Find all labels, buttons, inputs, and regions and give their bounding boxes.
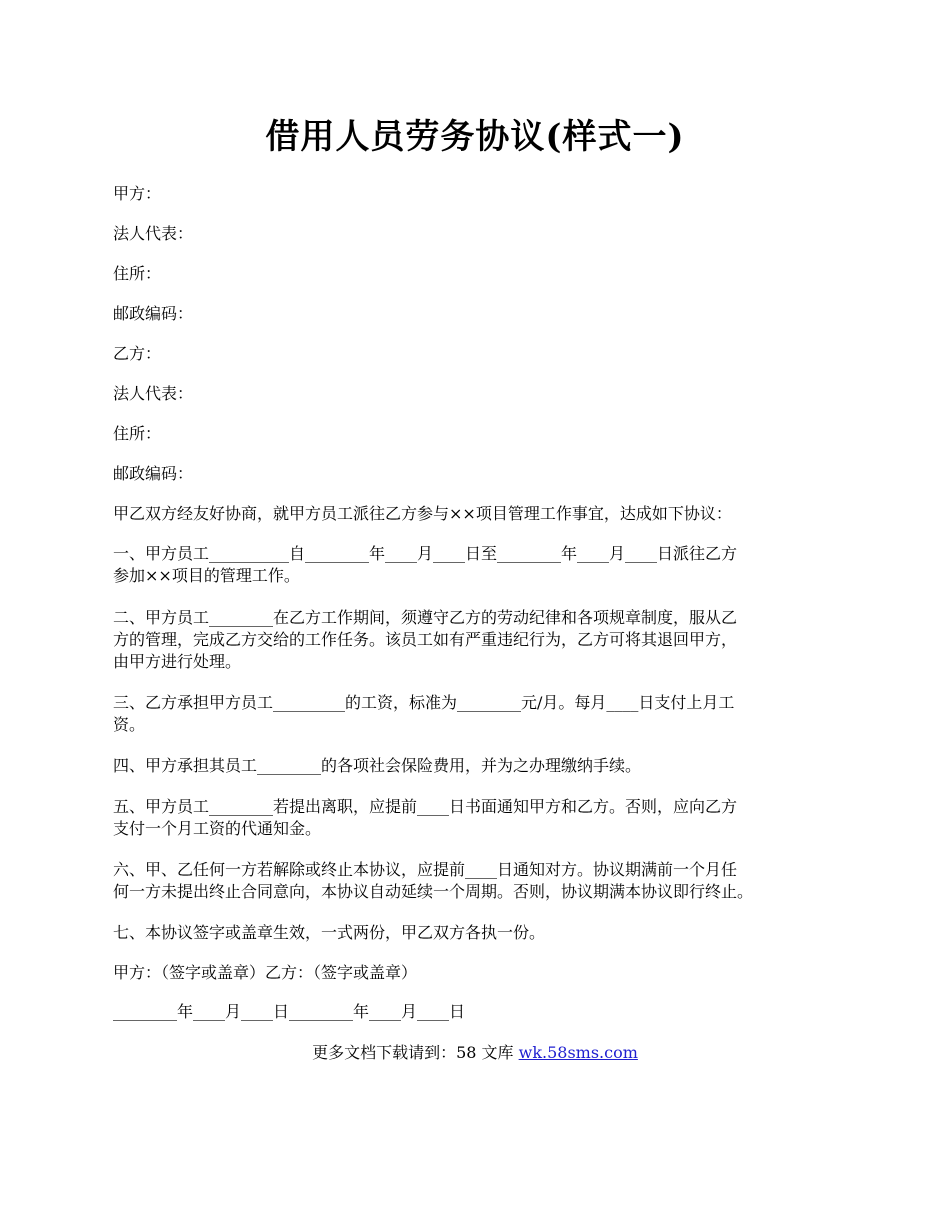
clause-3: [113, 692, 853, 736]
clause-line: 二、甲方员工________在乙方工作期间，须遵守乙方的劳动纪律和各项规章制度，服从乙: [113, 608, 738, 627]
clause-1: [113, 543, 853, 587]
party-b-label: 乙方：: [113, 344, 162, 363]
signature-line: 甲方：（签字或盖章）乙方：（签字或盖章）: [113, 963, 418, 982]
clause-line: 方的管理，完成乙方交给的工作任务。该员工如有严重违纪行为，乙方可将其退回甲方，: [113, 630, 738, 649]
party-a-representative: 法人代表：: [113, 224, 194, 243]
clause-line: 参加××项目的管理工作。: [113, 566, 300, 585]
clause-2: [113, 607, 853, 673]
party-a-postcode: 邮政编码：: [113, 304, 194, 323]
clause-line: 资。: [113, 715, 146, 734]
footer-link[interactable]: wk.58sms.com: [518, 1043, 638, 1062]
clause-line: 五、甲方员工________若提出离职，应提前____日书面通知甲方和乙方。否则，应向乙方: [113, 797, 738, 816]
clause-line: 何一方未提出终止合同意向，本协议自动延续一个周期。否则，协议期满本协议即行终止。: [113, 882, 754, 901]
document-title: 借用人员劳务协议(样式一): [265, 117, 685, 157]
clause-6: [113, 859, 853, 903]
clause-line: 支付一个月工资的代通知金。: [113, 819, 322, 838]
clause-5: [113, 796, 853, 840]
clause-line: 四、甲方承担其员工________的各项社会保险费用，并为之办理缴纳手续。: [113, 756, 642, 775]
clause-line: 一、甲方员工__________自________年____月____日至________年____月____日派往乙方: [113, 544, 738, 563]
clause-line: 三、乙方承担甲方员工_________的工资，标准为________元/月。每月____日支付上月工: [113, 693, 735, 712]
party-b-representative: 法人代表：: [113, 384, 194, 403]
footer: [0, 1041, 950, 1065]
clause-7: [113, 922, 853, 944]
clause-line: 七、本协议签字或盖章生效，一式两份，甲乙双方各执一份。: [113, 923, 546, 942]
intro-paragraph: 甲乙双方经友好协商，就甲方员工派往乙方参与××项目管理工作事宜，达成如下协议：: [113, 504, 732, 523]
footer-text: 更多文档下载请到：58 文库: [312, 1043, 519, 1062]
clause-line: 六、甲、乙任何一方若解除或终止本协议，应提前____日通知对方。协议期满前一个月任: [113, 860, 738, 879]
date-line: ________年____月____日________年____月____日: [113, 1002, 466, 1021]
party-b-address: 住所：: [113, 424, 162, 443]
party-a-address: 住所：: [113, 264, 162, 283]
clause-line: 由甲方进行处理。: [113, 652, 242, 671]
party-b-postcode: 邮政编码：: [113, 464, 194, 483]
clause-4: [113, 755, 853, 777]
party-a-label: 甲方：: [113, 184, 162, 203]
